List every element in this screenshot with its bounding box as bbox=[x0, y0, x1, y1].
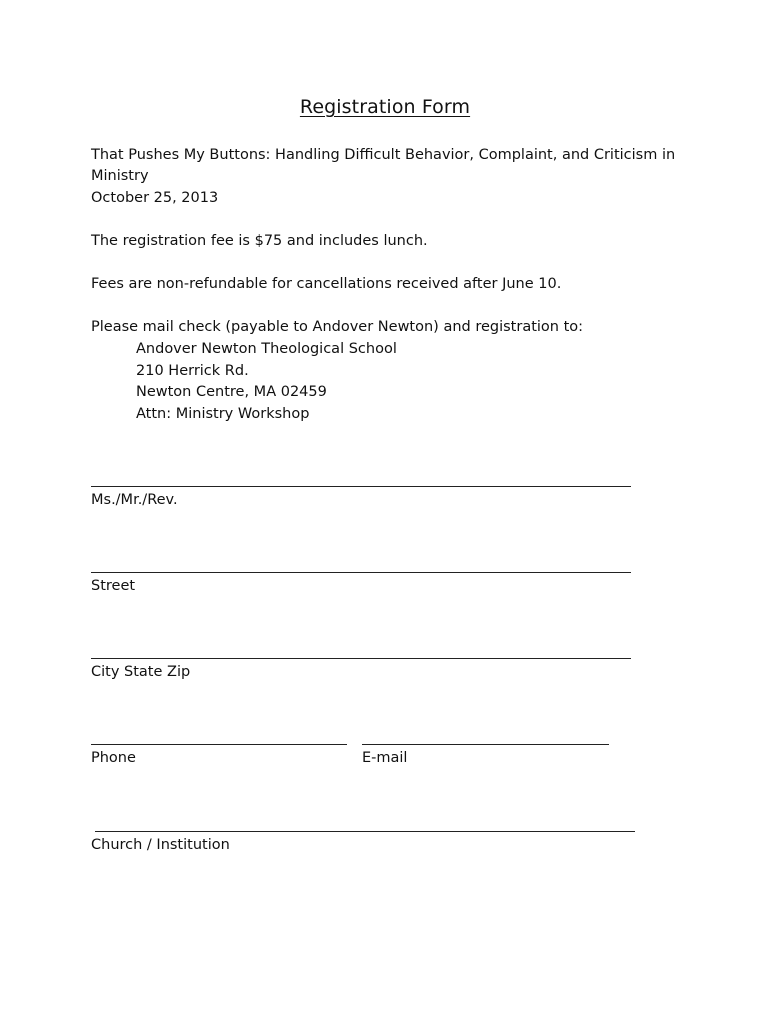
street-field-line[interactable] bbox=[91, 572, 631, 573]
mail-instructions: Please mail check (payable to Andover Newton) and registration to: bbox=[91, 319, 584, 335]
church-field-line[interactable] bbox=[95, 831, 635, 832]
street-field-label: Street bbox=[91, 578, 136, 594]
phone-field-label: Phone bbox=[91, 750, 136, 766]
event-name-line-1: That Pushes My Buttons: Handling Difficult Behavior, Complaint, and Criticism in bbox=[91, 147, 676, 163]
name-field-label: Ms./Mr./Rev. bbox=[91, 492, 178, 508]
refund-policy-text: Fees are non-refundable for cancellations received after June 10. bbox=[91, 276, 562, 292]
email-field-label: E-mail bbox=[362, 750, 408, 766]
fee-text: The registration fee is $75 and includes lunch. bbox=[91, 233, 428, 249]
event-date: October 25, 2013 bbox=[91, 190, 219, 206]
name-field-line[interactable] bbox=[91, 486, 631, 487]
page-title: Registration Form bbox=[299, 96, 471, 118]
church-field-label: Church / Institution bbox=[91, 837, 230, 853]
address-line-1: Andover Newton Theological School bbox=[136, 341, 397, 357]
address-line-4: Attn: Ministry Workshop bbox=[136, 406, 310, 422]
city-state-zip-field-label: City State Zip bbox=[91, 664, 191, 680]
event-name-line-2: Ministry bbox=[91, 168, 149, 184]
address-line-3: Newton Centre, MA 02459 bbox=[136, 384, 327, 400]
address-line-2: 210 Herrick Rd. bbox=[136, 363, 249, 379]
city-state-zip-field-line[interactable] bbox=[91, 658, 631, 659]
email-field-line[interactable] bbox=[362, 744, 609, 745]
phone-field-line[interactable] bbox=[91, 744, 347, 745]
